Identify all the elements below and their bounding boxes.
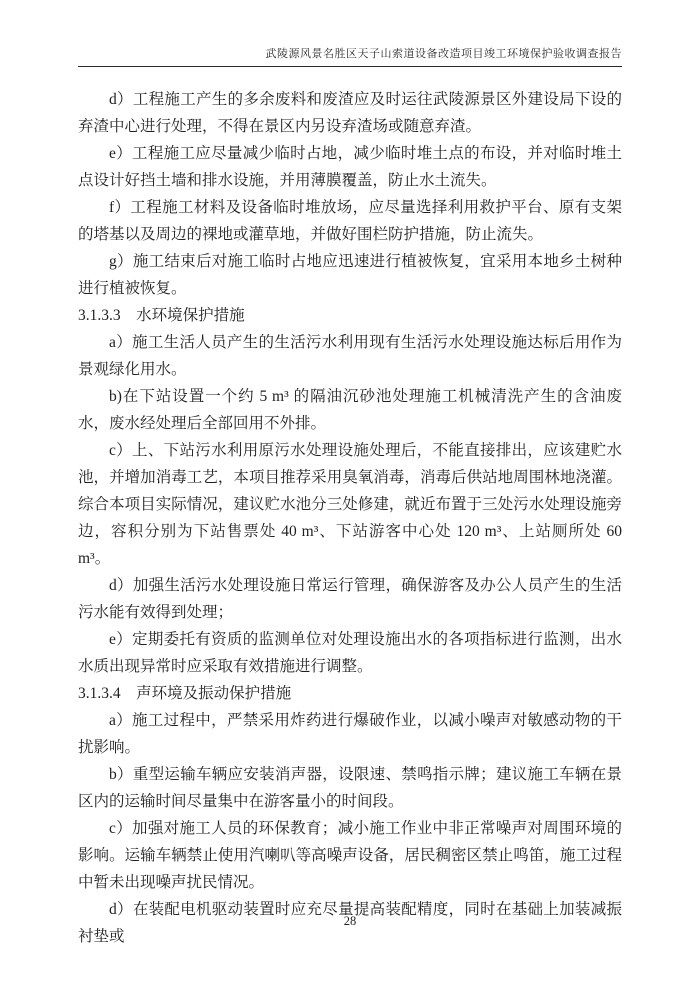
page-header-title: 武陵源风景名胜区天子山索道设备改造项目竣工环境保护验收调查报告 bbox=[265, 48, 622, 60]
page-number: 28 bbox=[343, 914, 357, 928]
paragraph-item-c-storage-pools: c）上、下站污水利用原污水处理设施处理后，不能直接排出，应该建贮水池，并增加消毒工艺，本项目推荐采用臭氧消毒，消毒后供站地周围林地浇灌。综合本项目实际情况，建议贮水池分三处修建，就近布置于三处污水处理设施旁边，容积分别为下站售票处 40 m³、下站游客中心处 120 m³、上站厕所处 60 m³。 bbox=[78, 442, 622, 567]
header-rule bbox=[78, 66, 622, 67]
section-heading-noise-vibration: 3.1.3.4 声环境及振动保护措施 bbox=[78, 685, 292, 702]
paragraph-item-e-monitoring: e）定期委托有资质的监测单位对处理设施出水的各项指标进行监测，出水水质出现异常时应采取有效措施进行调整。 bbox=[78, 631, 622, 675]
paragraph-item-c-env-education: c）加强对施工人员的环保教育；减小施工作业中非正常噪声对周围环境的影响。运输车辆禁止使用汽喇叭等高噪声设备，居民稠密区禁止鸣笛，施工过程中暂未出现噪声扰民情况。 bbox=[78, 820, 622, 891]
paragraph-item-b-oil-separation: b)在下站设置一个约 5 m³ 的隔油沉砂池处理施工机械清洗产生的含油废水，废水经处理后全部回用不外排。 bbox=[78, 388, 622, 432]
section-heading-water-env: 3.1.3.3 水环境保护措施 bbox=[78, 307, 245, 324]
paragraph-item-a-no-blasting: a）施工过程中，严禁采用炸药进行爆破作业，以减小噪声对敏感动物的干扰影响。 bbox=[78, 712, 622, 756]
paragraph-item-g-revegetation: g）施工结束后对施工临时占地应迅速进行植被恢复，宜采用本地乡土树种进行植被恢复。 bbox=[78, 253, 622, 297]
paragraph-item-b-mufflers: b）重型运输车辆应安装消声器，设限速、禁鸣指示牌；建议施工车辆在景区内的运输时间尽量集中在游客量小的时间段。 bbox=[78, 766, 622, 810]
paragraph-item-d-motor-assembly: d）在装配电机驱动装置时应充尽量提高装配精度，同时在基础上加装减振衬垫或 bbox=[78, 901, 622, 945]
paragraph-item-a-sewage-reuse: a）施工生活人员产生的生活污水利用现有生活污水处理设施达标后用作为景观绿化用水。 bbox=[78, 334, 622, 378]
paragraph-item-d-waste: d）工程施工产生的多余废料和废渣应及时运往武陵源景区外建设局下设的弃渣中心进行处理，不得在景区内另设弃渣场或随意弃渣。 bbox=[78, 91, 622, 135]
paragraph-item-e-temp-land: e）工程施工应尽量减少临时占地，减少临时堆土点的布设，并对临时堆土点设计好挡土墙和排水设施，并用薄膜覆盖，防止水土流失。 bbox=[78, 145, 622, 189]
paragraph-item-d-daily-operation: d）加强生活污水处理设施日常运行管理，确保游客及办公人员产生的生活污水能有效得到处理； bbox=[78, 577, 622, 621]
document-body bbox=[78, 86, 622, 950]
paragraph-item-f-material-stack: f）工程施工材料及设备临时堆放场，应尽量选择利用救护平台、原有支架的塔基以及周边的裸地或灌草地，并做好围栏防护措施，防止流失。 bbox=[78, 199, 622, 243]
